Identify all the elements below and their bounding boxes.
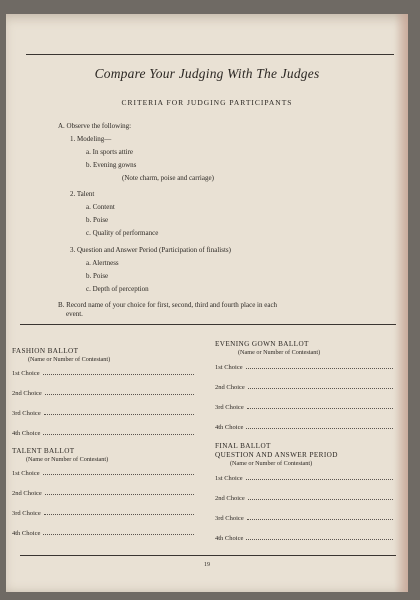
criteria-modeling-b: b. Evening gowns bbox=[86, 161, 137, 169]
criteria-b-line1: B. Record name of your choice for first, second, third and fourth place in each bbox=[58, 301, 278, 309]
choice-label: 2nd Choice bbox=[12, 490, 42, 497]
write-in-line[interactable] bbox=[248, 499, 393, 500]
write-in-line[interactable] bbox=[247, 519, 393, 520]
write-in-line[interactable] bbox=[43, 474, 194, 475]
evening-choice-2[interactable] bbox=[215, 384, 393, 391]
criteria-modeling-a: a. In sports attire bbox=[86, 148, 134, 156]
bottom-rule bbox=[20, 555, 396, 556]
talent-choice-4[interactable] bbox=[12, 530, 194, 537]
talent-choice-2[interactable] bbox=[12, 490, 194, 497]
top-rule bbox=[26, 54, 394, 55]
final-ballot-title: FINAL BALLOT bbox=[215, 442, 271, 450]
evening-choice-3[interactable] bbox=[215, 404, 393, 411]
final-choice-1[interactable] bbox=[215, 475, 393, 482]
criteria-talent-c: c. Quality of performance bbox=[86, 229, 159, 237]
final-ballot-title-2: QUESTION AND ANSWER PERIOD bbox=[215, 451, 338, 459]
criteria-modeling: 1. Modeling— bbox=[70, 135, 112, 143]
criteria-b-line2: event. bbox=[66, 310, 83, 318]
talent-ballot-title: TALENT BALLOT bbox=[12, 447, 75, 455]
fashion-choice-4[interactable] bbox=[12, 430, 194, 437]
criteria-talent-b: b. Poise bbox=[86, 216, 109, 224]
final-choice-3[interactable] bbox=[215, 515, 393, 522]
criteria-heading: CRITERIA FOR JUDGING PARTICIPANTS bbox=[121, 98, 293, 107]
write-in-line[interactable] bbox=[44, 514, 194, 515]
write-in-line[interactable] bbox=[247, 408, 393, 409]
criteria-qa: 3. Question and Answer Period (Participation of finalists) bbox=[70, 246, 231, 254]
write-in-line[interactable] bbox=[43, 534, 194, 535]
choice-label: 4th Choice bbox=[215, 424, 244, 431]
section-rule bbox=[20, 324, 396, 325]
choice-label: 1st Choice bbox=[12, 370, 40, 377]
write-in-line[interactable] bbox=[248, 388, 393, 389]
write-in-line[interactable] bbox=[246, 479, 393, 480]
evening-choice-4[interactable] bbox=[215, 424, 393, 431]
choice-label: 4th Choice bbox=[12, 430, 41, 437]
talent-choice-1[interactable] bbox=[12, 470, 194, 477]
write-in-line[interactable] bbox=[45, 494, 194, 495]
final-choice-2[interactable] bbox=[215, 495, 393, 502]
fashion-ballot-title: FASHION BALLOT bbox=[12, 347, 79, 355]
talent-choice-3[interactable] bbox=[12, 510, 194, 517]
write-in-line[interactable] bbox=[246, 428, 393, 429]
choice-label: 1st Choice bbox=[215, 364, 243, 371]
final-choice-4[interactable] bbox=[215, 535, 393, 542]
choice-label: 3rd Choice bbox=[215, 515, 244, 522]
final-ballot-subtitle: (Name or Number of Contestant) bbox=[230, 460, 313, 467]
write-in-line[interactable] bbox=[43, 434, 194, 435]
write-in-line[interactable] bbox=[246, 368, 393, 369]
criteria-qa-c: c. Depth of perception bbox=[86, 285, 149, 293]
choice-label: 2nd Choice bbox=[12, 390, 42, 397]
criteria-modeling-note: (Note charm, poise and carriage) bbox=[122, 174, 214, 182]
choice-label: 2nd Choice bbox=[215, 384, 245, 391]
choice-label: 2nd Choice bbox=[215, 495, 245, 502]
write-in-line[interactable] bbox=[246, 539, 393, 540]
choice-label: 3rd Choice bbox=[215, 404, 244, 411]
criteria-qa-b: b. Poise bbox=[86, 272, 109, 280]
choice-label: 1st Choice bbox=[215, 475, 243, 482]
magazine-page bbox=[6, 14, 408, 592]
evening-ballot-subtitle: (Name or Number of Contestant) bbox=[238, 349, 321, 356]
evening-ballot-title: EVENING GOWN BALLOT bbox=[215, 340, 309, 348]
fashion-ballot-subtitle: (Name or Number of Contestant) bbox=[28, 356, 111, 363]
criteria-qa-a: a. Alertness bbox=[86, 259, 119, 267]
page-number: 19 bbox=[204, 562, 210, 568]
write-in-line[interactable] bbox=[45, 394, 194, 395]
criteria-a-intro: A. Observe the following: bbox=[58, 122, 132, 130]
write-in-line[interactable] bbox=[44, 414, 194, 415]
choice-label: 3rd Choice bbox=[12, 510, 41, 517]
fashion-choice-1[interactable] bbox=[12, 370, 194, 377]
choice-label: 1st Choice bbox=[12, 470, 40, 477]
talent-ballot-subtitle: (Name or Number of Contestant) bbox=[26, 456, 109, 463]
criteria-talent-a: a. Content bbox=[86, 203, 115, 211]
page-title: Compare Your Judging With The Judges bbox=[94, 66, 320, 81]
evening-choice-1[interactable] bbox=[215, 364, 393, 371]
choice-label: 4th Choice bbox=[12, 530, 41, 537]
fashion-choice-3[interactable] bbox=[12, 410, 194, 417]
write-in-line[interactable] bbox=[43, 374, 194, 375]
choice-label: 4th Choice bbox=[215, 535, 244, 542]
choice-label: 3rd Choice bbox=[12, 410, 41, 417]
fashion-choice-2[interactable] bbox=[12, 390, 194, 397]
criteria-talent: 2. Talent bbox=[70, 190, 95, 198]
